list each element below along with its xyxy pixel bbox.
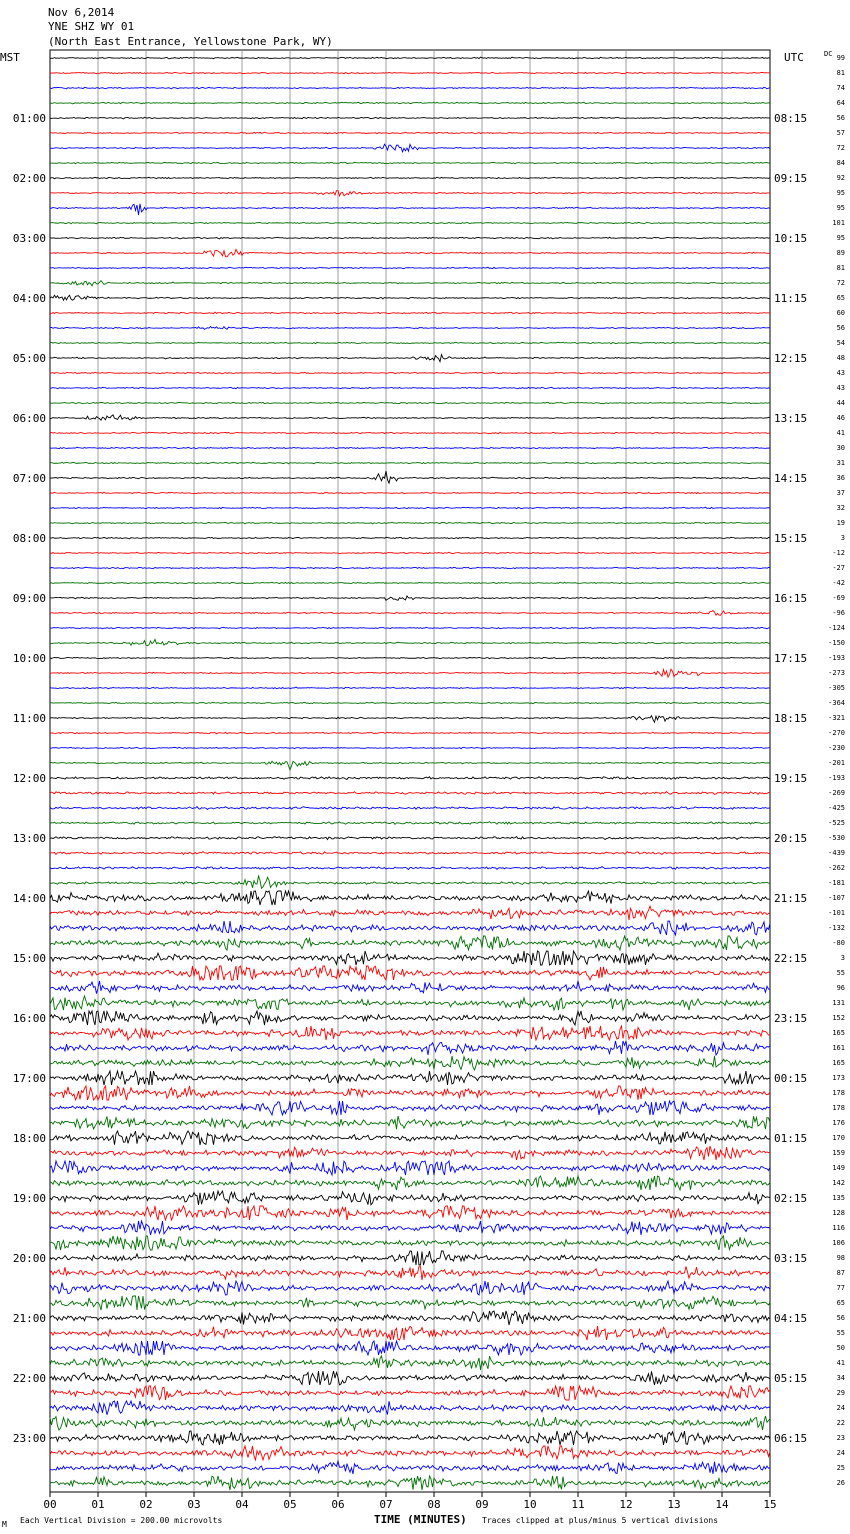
dc-offset-label: -425	[828, 804, 845, 812]
dc-offset-label: 176	[832, 1119, 845, 1127]
dc-offset-label: 29	[836, 1389, 845, 1397]
trace-line	[50, 1071, 770, 1085]
trace-line	[50, 1461, 770, 1474]
dc-offset-label: 142	[832, 1179, 845, 1187]
mst-hour-label: 11:00	[12, 712, 46, 725]
dc-offset-label: -27	[832, 564, 845, 572]
utc-hour-label: 16:15	[774, 592, 808, 605]
trace-line	[50, 447, 770, 448]
dc-offset-label: 3	[840, 954, 845, 962]
trace-line	[50, 237, 770, 239]
dc-offset-label: 41	[836, 429, 845, 437]
utc-hour-label: 12:15	[774, 352, 808, 365]
trace-line	[50, 432, 770, 434]
plot-frame	[50, 50, 770, 1492]
utc-hour-label: 01:15	[774, 1132, 808, 1145]
x-tick-label: 03	[187, 1498, 201, 1511]
dc-offset-label: 161	[832, 1044, 845, 1052]
utc-hour-label: 05:15	[774, 1372, 808, 1385]
mst-hour-label: 12:00	[12, 772, 46, 785]
dc-offset-label: -124	[828, 624, 845, 632]
dc-offset-label: 64	[836, 99, 845, 107]
trace-line	[50, 132, 770, 134]
dc-offset-label: -132	[828, 924, 845, 932]
trace-line	[50, 415, 770, 420]
utc-hour-label: 15:15	[774, 532, 808, 545]
footer-left-mark: M	[2, 1520, 7, 1529]
dc-offset-label: 106	[832, 1239, 845, 1247]
mst-hour-label: 02:00	[12, 172, 46, 185]
trace-line	[50, 657, 770, 658]
utc-hour-label: 17:15	[774, 652, 808, 665]
trace-line	[50, 906, 770, 920]
trace-line	[50, 1131, 770, 1145]
mst-hour-label: 05:00	[12, 352, 46, 365]
dc-offset-label: -364	[828, 699, 845, 707]
utc-hour-label: 18:15	[774, 712, 808, 725]
trace-line	[50, 1221, 770, 1235]
trace-line	[50, 837, 770, 840]
dc-offset-label: 32	[836, 504, 845, 512]
trace-line	[50, 87, 770, 89]
trace-line	[50, 867, 770, 870]
trace-line	[50, 102, 770, 104]
dc-offset-label: 60	[836, 309, 845, 317]
trace-line	[50, 552, 770, 554]
dc-offset-label: 92	[836, 174, 845, 182]
trace-line	[50, 1251, 770, 1265]
trace-line	[50, 1116, 770, 1129]
trace-line	[50, 1446, 770, 1460]
dc-offset-label: 43	[836, 384, 845, 392]
mst-hour-label: 13:00	[12, 832, 46, 845]
header-station: YNE SHZ WY 01	[48, 20, 135, 33]
trace-line	[50, 1176, 770, 1190]
utc-hour-label: 22:15	[774, 952, 808, 965]
dc-offset-label: -530	[828, 834, 845, 842]
trace-line	[50, 1326, 770, 1340]
dc-offset-label: -262	[828, 864, 845, 872]
trace-line	[50, 567, 770, 569]
dc-offset-label: 19	[836, 519, 845, 527]
mst-hour-label: 06:00	[12, 412, 46, 425]
dc-offset-label: 22	[836, 1419, 845, 1427]
trace-line	[50, 702, 770, 703]
dc-offset-label: 56	[836, 114, 845, 122]
mst-hour-label: 10:00	[12, 652, 46, 665]
trace-line	[50, 1161, 770, 1175]
trace-line	[50, 792, 770, 795]
dc-offset-label: 23	[836, 1434, 845, 1442]
utc-hour-label: 09:15	[774, 172, 808, 185]
trace-line	[50, 462, 770, 464]
dc-offset-label: 72	[836, 279, 845, 287]
dc-offset-label: 159	[832, 1149, 845, 1157]
x-tick-label: 00	[43, 1498, 57, 1511]
dc-offset-label: 44	[836, 399, 845, 407]
x-tick-label: 07	[379, 1498, 393, 1511]
trace-line	[50, 1266, 770, 1280]
dc-offset-label: 72	[836, 144, 845, 152]
x-tick-label: 12	[619, 1498, 633, 1511]
dc-offset-label: 24	[836, 1404, 845, 1412]
trace-line	[50, 777, 770, 780]
dc-offset-label: 77	[836, 1284, 845, 1292]
dc-offset-label: 30	[836, 444, 845, 452]
dc-offset-label: 170	[832, 1134, 845, 1142]
dc-offset-label: 84	[836, 159, 845, 167]
dc-offset-label: 55	[836, 969, 845, 977]
mst-hour-label: 14:00	[12, 892, 46, 905]
mst-hour-label: 09:00	[12, 592, 46, 605]
trace-line	[50, 522, 770, 524]
dc-offset-label: 116	[832, 1224, 845, 1232]
utc-hour-label: 11:15	[774, 292, 808, 305]
x-tick-label: 13	[667, 1498, 681, 1511]
mst-hour-label: 21:00	[12, 1312, 46, 1325]
mst-hour-label: 20:00	[12, 1252, 46, 1265]
utc-hour-label: 00:15	[774, 1072, 808, 1085]
utc-hour-label: 13:15	[774, 412, 808, 425]
trace-line	[50, 582, 770, 584]
dc-offset-label: 74	[836, 84, 845, 92]
dc-offset-label: 48	[836, 354, 845, 362]
dc-offset-label: 95	[836, 189, 845, 197]
dc-offset-label: -42	[832, 579, 845, 587]
dc-offset-label: -12	[832, 549, 845, 557]
dc-offset-label: -321	[828, 714, 845, 722]
dc-offset-label: 135	[832, 1194, 845, 1202]
header-date: Nov 6,2014	[48, 6, 115, 19]
trace-line	[50, 1341, 770, 1355]
minute-gridlines	[50, 50, 770, 1492]
trace-line	[50, 822, 770, 825]
trace-line	[50, 1011, 770, 1025]
x-axis	[43, 1492, 776, 1511]
trace-line	[50, 117, 770, 119]
dc-offset-label: 36	[836, 474, 845, 482]
x-tick-label: 14	[715, 1498, 729, 1511]
dc-offset-label: 95	[836, 234, 845, 242]
dc-offset-label: 96	[836, 984, 845, 992]
dc-offset-label: -101	[828, 909, 845, 917]
mst-hour-label: 08:00	[12, 532, 46, 545]
dc-offset-label: -193	[828, 654, 845, 662]
dc-offset-label: -230	[828, 744, 845, 752]
mst-hour-label: 03:00	[12, 232, 46, 245]
trace-line	[50, 1026, 770, 1040]
mst-hour-label: 19:00	[12, 1192, 46, 1205]
dc-offset-label: -150	[828, 639, 845, 647]
trace-line	[50, 387, 770, 389]
trace-line	[50, 1386, 770, 1400]
trace-line	[50, 162, 770, 163]
dc-offset-label: 178	[832, 1104, 845, 1112]
trace-line	[50, 342, 770, 344]
right-axis-title: UTC	[784, 51, 804, 64]
dc-offset-label: 128	[832, 1209, 845, 1217]
dc-offset-label: 57	[836, 129, 845, 137]
trace-line	[50, 249, 770, 256]
trace-line	[50, 471, 770, 483]
trace-line	[50, 1101, 770, 1115]
x-tick-label: 01	[91, 1498, 105, 1511]
utc-hour-label: 08:15	[774, 112, 808, 125]
trace-line	[50, 966, 770, 980]
dc-offset-label: 50	[836, 1344, 845, 1352]
trace-line	[50, 326, 770, 329]
dc-offset-label: -525	[828, 819, 845, 827]
dc-offset-label: -269	[828, 789, 845, 797]
trace-line	[50, 355, 770, 362]
seismic-traces	[50, 57, 770, 1490]
trace-line	[50, 747, 770, 748]
trace-line	[50, 981, 770, 994]
trace-line	[50, 627, 770, 629]
dc-offset-label: 54	[836, 339, 845, 347]
trace-line	[50, 492, 770, 493]
x-tick-label: 05	[283, 1498, 297, 1511]
dc-offset-label: 165	[832, 1059, 845, 1067]
utc-hour-label: 03:15	[774, 1252, 808, 1265]
trace-line	[50, 891, 770, 905]
dc-offset-label: 81	[836, 69, 845, 77]
x-tick-label: 08	[427, 1498, 441, 1511]
dc-offset-label: -107	[828, 894, 845, 902]
x-tick-label: 11	[571, 1498, 585, 1511]
dc-title: DC	[824, 50, 833, 58]
trace-line	[50, 507, 770, 509]
dc-offset-label: 46	[836, 414, 845, 422]
dc-offset-label: 101	[832, 219, 845, 227]
trace-line	[50, 921, 770, 935]
dc-offset-label: 37	[836, 489, 845, 497]
x-tick-label: 15	[763, 1498, 777, 1511]
dc-offset-label: -80	[832, 939, 845, 947]
mst-hour-label: 01:00	[12, 112, 46, 125]
trace-line	[50, 372, 770, 374]
dc-offset-label: 95	[836, 204, 845, 212]
dc-offset-label: 3	[840, 534, 845, 542]
dc-offset-label: -69	[832, 594, 845, 602]
trace-line	[50, 312, 770, 314]
dc-offset-label: -193	[828, 774, 845, 782]
mst-hour-label: 18:00	[12, 1132, 46, 1145]
dc-offset-label: 65	[836, 1299, 845, 1307]
trace-line	[50, 639, 770, 645]
trace-line	[50, 281, 770, 286]
dc-offset-label: 81	[836, 264, 845, 272]
mst-hour-label: 07:00	[12, 472, 46, 485]
trace-line	[50, 876, 770, 888]
trace-line	[50, 1146, 770, 1160]
trace-line	[50, 732, 770, 734]
trace-line	[50, 1476, 770, 1490]
trace-line	[50, 295, 770, 300]
trace-line	[50, 596, 770, 600]
utc-hour-label: 19:15	[774, 772, 808, 785]
trace-line	[50, 687, 770, 689]
trace-line	[50, 222, 770, 224]
mst-hour-label: 15:00	[12, 952, 46, 965]
header-location: (North East Entrance, Yellowstone Park, WY)	[48, 35, 333, 48]
trace-line	[50, 951, 770, 965]
trace-line	[50, 611, 770, 616]
dc-offset-label: 131	[832, 999, 845, 1007]
footer-clip-note: Traces clipped at plus/minus 5 vertical divisions	[482, 1516, 719, 1525]
dc-offset-label: 34	[836, 1374, 845, 1382]
trace-line	[50, 1236, 770, 1250]
dc-offset-label: 178	[832, 1089, 845, 1097]
trace-line	[50, 807, 770, 810]
trace-line	[50, 1056, 770, 1070]
utc-hour-label: 20:15	[774, 832, 808, 845]
mst-hour-label: 04:00	[12, 292, 46, 305]
trace-line	[50, 1356, 770, 1370]
dc-offset-label: 31	[836, 459, 845, 467]
x-tick-label: 10	[523, 1498, 537, 1511]
footer-scale-note: Each Vertical Division = 200.00 microvolts	[20, 1516, 223, 1525]
x-axis-title: TIME (MINUTES)	[374, 1513, 467, 1526]
dc-offset-label: 165	[832, 1029, 845, 1037]
trace-line	[50, 1431, 770, 1445]
dc-offset-label: 55	[836, 1329, 845, 1337]
mst-hour-label: 23:00	[12, 1432, 46, 1445]
dc-offset-label: 24	[836, 1449, 845, 1457]
dc-offset-label: 89	[836, 249, 845, 257]
dc-offset-label: -270	[828, 729, 845, 737]
utc-hour-label: 21:15	[774, 892, 808, 905]
dc-offset-label: 43	[836, 369, 845, 377]
utc-hour-label: 02:15	[774, 1192, 808, 1205]
dc-offset-label: 173	[832, 1074, 845, 1082]
utc-hour-label: 14:15	[774, 472, 808, 485]
dc-offset-label: 41	[836, 1359, 845, 1367]
trace-line	[50, 1416, 770, 1430]
utc-hour-label: 23:15	[774, 1012, 808, 1025]
trace-line	[50, 72, 770, 73]
dc-offset-label: -201	[828, 759, 845, 767]
dc-offset-label: 152	[832, 1014, 845, 1022]
dc-offset-label: 65	[836, 294, 845, 302]
dc-offset-label: 149	[832, 1164, 845, 1172]
x-tick-label: 09	[475, 1498, 489, 1511]
dc-offset-label: 87	[836, 1269, 845, 1277]
trace-line	[50, 1041, 770, 1055]
dc-offset-label: 26	[836, 1479, 845, 1487]
trace-line	[50, 669, 770, 677]
dc-offset-label: -439	[828, 849, 845, 857]
trace-line	[50, 761, 770, 770]
trace-line	[50, 191, 770, 196]
x-tick-label: 02	[139, 1498, 153, 1511]
dc-offset-label: 98	[836, 1254, 845, 1262]
trace-line	[50, 402, 770, 404]
trace-line	[50, 996, 770, 1010]
left-axis-title: MST	[0, 51, 20, 64]
trace-line	[50, 204, 770, 215]
trace-line	[50, 1206, 770, 1220]
trace-line	[50, 1401, 770, 1415]
trace-line	[50, 716, 770, 723]
trace-line	[50, 1191, 770, 1205]
trace-line	[50, 177, 770, 179]
mst-hour-label: 22:00	[12, 1372, 46, 1385]
trace-line	[50, 1281, 770, 1295]
trace-line	[50, 267, 770, 269]
trace-line	[50, 1371, 770, 1385]
dc-offset-label: 25	[836, 1464, 845, 1472]
dc-offset-label: -96	[832, 609, 845, 617]
trace-line	[50, 57, 770, 59]
trace-line	[50, 936, 770, 950]
dc-offset-label: 56	[836, 324, 845, 332]
trace-line	[50, 537, 770, 539]
trace-line	[50, 852, 770, 855]
dc-offset-label: 56	[836, 1314, 845, 1322]
trace-line	[50, 1311, 770, 1325]
utc-hour-label: 04:15	[774, 1312, 808, 1325]
mst-hour-label: 16:00	[12, 1012, 46, 1025]
trace-line	[50, 1296, 770, 1310]
dc-offset-label: 99	[836, 54, 845, 62]
utc-hour-label: 06:15	[774, 1432, 808, 1445]
x-tick-label: 06	[331, 1498, 345, 1511]
trace-line	[50, 1086, 770, 1100]
trace-line	[50, 144, 770, 152]
x-tick-label: 04	[235, 1498, 249, 1511]
dc-offset-label: -181	[828, 879, 845, 887]
dc-offset-label: -273	[828, 669, 845, 677]
utc-hour-label: 10:15	[774, 232, 808, 245]
mst-hour-label: 17:00	[12, 1072, 46, 1085]
dc-offset-label: -305	[828, 684, 845, 692]
